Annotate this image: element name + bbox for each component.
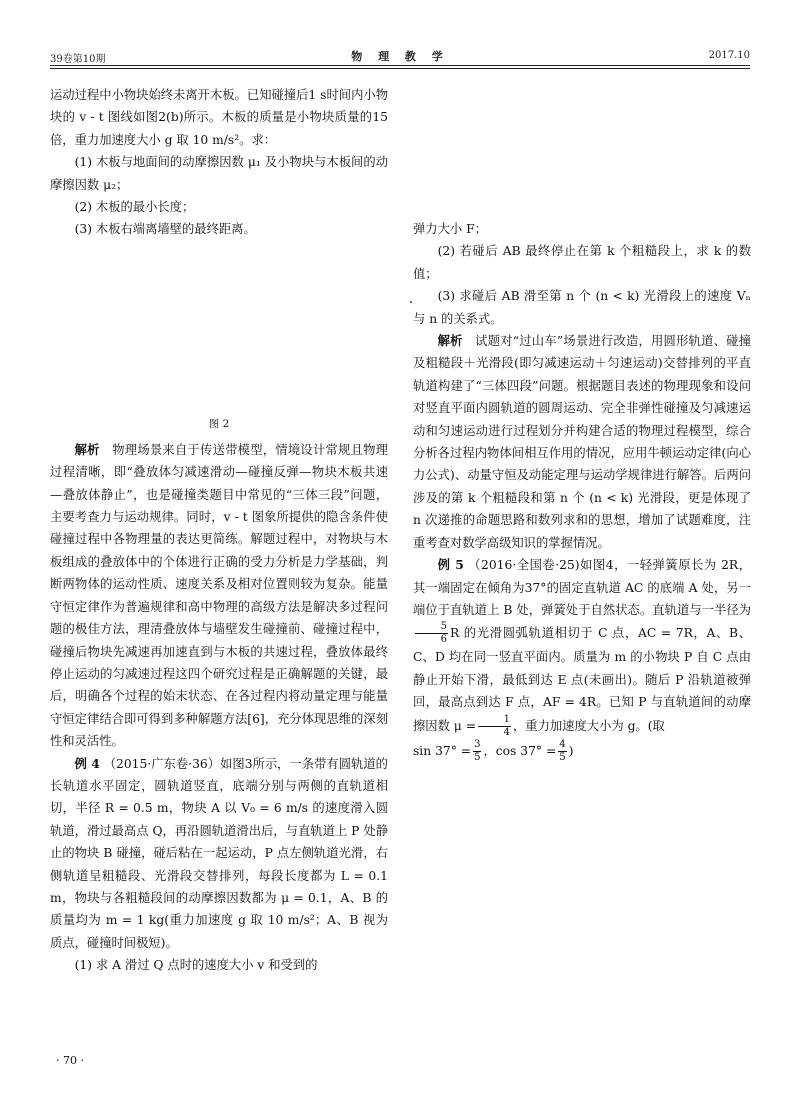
question-item-3: (3) 木板右端离墙壁的最终距离。 (74, 222, 256, 237)
header-rule-thin (50, 68, 750, 69)
sin-fraction (473, 739, 481, 764)
mu-fraction (478, 714, 511, 739)
fraction-denominator: 6 (440, 634, 447, 646)
example-4-label: 例 4 (74, 755, 100, 771)
sin-label: sin 37° = (413, 743, 472, 758)
fraction-denominator: 5 (474, 751, 481, 763)
issue-date: 2017.10 (708, 50, 750, 61)
analysis-label-right: 解析 (437, 333, 463, 349)
example-5-paragraph (413, 554, 751, 738)
radius-fraction (415, 621, 448, 646)
fraction-numerator: 1 (478, 714, 511, 727)
question-continuation-right: 弹力大小 F； (413, 222, 487, 236)
example-4-text: （2015·广东卷·36）如图3所示，一条带有圆轨道的长轨道水平固定，圆轨道竖直，底端分别与两侧的直轨道相切，半径 R = 0.5 m，物块 A 以 V₀ = 6 m/s 的速度滑入圆轨道，滑过最高点 Q，再沿圆轨道滑出后，与直轨道上 P 处静止的物块 B 碰撞，碰后粘在一起运动，P 点左侧轨道光滑，右侧轨道呈粗糙段、光滑段交替排列，每段长度都为 L = 0.1 m，物块与各粗糙段间的动摩擦因数都为 μ = 0.1，A、B 的质量均为 m = 1 kg(重力加速度 g 取 10 m/s²；A、B 视为质点，碰撞时间极短)。 (50, 756, 388, 950)
analysis-label: 解析 (74, 441, 100, 457)
question-item-2: (2) 木板的最小长度； (74, 200, 195, 215)
example-4-paragraph (50, 753, 388, 955)
example-4-question-2: (2) 若碰后 AB 最终停止在第 k 个粗糙段上，求 k 的数值； (413, 244, 751, 281)
figure-2-area (50, 241, 388, 409)
fraction-numerator: 5 (415, 621, 448, 634)
stray-mark (410, 301, 412, 303)
trig-values-line (413, 739, 751, 764)
example-5-label: 例 5 (437, 557, 464, 573)
running-header (50, 46, 750, 64)
journal-title: 物 理 教 学 (351, 50, 449, 63)
example-5-text-c: ，重力加速度大小为 g。(取 (512, 718, 665, 733)
left-column (50, 84, 388, 977)
analysis-text: 物理场景来自于传送带模型，情境设计常规且物理过程清晰，即“叠放体匀减速滑动—碰撞反弹—物块木板共速—叠放体静止”，也是碰撞类题目中常见的“三体三段”问题，主要考查力与运动规律。同时，v - t 图象所提供的隐含条件使碰撞过程中各物理量的表达更简练。解题过程中，对物块与木板组成的叠放体中的个体进行正确的受力分析是力学基础，判断两物体的运动性质、速度关系及相对位置则较为复杂。能量守恒定律作为普遍规律和高中物理的高级方法是解决多过程问题的极佳方法，理清叠放体与墙壁发生碰撞前、碰撞过程中，碰撞后物块先减速再加速直到与木板的共速过程，叠放体最终停止运动的匀减速过程这四个研究过程是正确解题的关键，最后，明确各个过程的始末状态、在各过程内将动量定理与能量守恒定律结合即可得到多种解题方法[6]，充分体现思维的深刻性和灵活性。 (50, 442, 388, 749)
figure-caption: 图 2 (208, 417, 230, 430)
analysis-paragraph-right (413, 330, 751, 554)
example-5-text-a: （2016·全国卷·25)如图4，一轻弹簧原长为 2R，其一端固定在倾角为37°的固定直轨道 AC 的底端 A 处，另一端位于直轨道上 B 处，弹簧处于自然状态。直轨道与一半径为 (413, 558, 751, 617)
fraction-numerator: 3 (474, 738, 481, 750)
example-4-question-1: (1) 求 A 滑过 Q 点时的速度大小 v 和受到的 (74, 958, 318, 973)
fraction-numerator: 4 (559, 738, 566, 750)
closing-paren: ) (568, 743, 574, 758)
page-number: · 70 · (56, 1054, 84, 1067)
analysis-text-right: 试题对“过山车”场景进行改造，用圆形轨道、碰撞及粗糙段＋光滑段(即匀减速运动＋匀速运动)交替排列的平直轨道构建了“三体四段”问题。根据题目表述的物理现象和设问对竖直平面内圆轨道的圆周运动、完全非弹性碰撞及匀减速运动和匀速运动进行过程划分并构建合适的物理过程模型，综合分析各过程内物体间相互作用的情况，应用牛顿运动定律(向心力公式)、动量守恒及动能定理与运动学规律进行解答。后两问涉及的第 k 个粗糙段和第 n 个 (n < k) 光滑段，更是体现了 n 次递推的命题思路和数列求和的思想，增加了试题难度，注重考查对数学高级知识的掌握情况。 (413, 334, 751, 550)
header-rule (50, 65, 750, 66)
example-5-text-b: R 的光滑圆弧轨道相切于 C 点，AC = 7R，A、B、C、D 均在同一竖直平面内。质量为 m 的小物块 P 自 C 点由静止开始下滑，最低到达 E 点(未画出)。随后 P 沿轨道被弹回，最高点到达 F 点，AF = 4R。已知 P 与直轨道间的动摩擦因数 μ = (413, 626, 751, 733)
cos-label: ，cos 37° = (483, 743, 557, 758)
right-column (413, 218, 751, 764)
cos-fraction (558, 739, 566, 764)
fraction-denominator: 4 (503, 726, 510, 738)
example-4-question-3: (3) 求碰后 AB 滑至第 n 个 (n < k) 光滑段上的速度 Vₙ 与 n 的关系式。 (413, 289, 751, 326)
question-continuation: 运动过程中小物块始终未离开木板。已知碰撞后1 s时间内小物块的 v - t 图线如图2(b)所示。木板的质量是小物块质量的15倍，重力加速度大小 g 取 10 m/s²。求： (50, 88, 388, 147)
question-item-1: (1) 木板与地面间的动摩擦因数 μ₁ 及小物块与木板间的动摩擦因数 μ₂； (50, 155, 388, 192)
analysis-paragraph (50, 439, 388, 753)
fraction-denominator: 5 (559, 751, 566, 763)
volume-issue: 39卷第10期 (50, 54, 106, 65)
